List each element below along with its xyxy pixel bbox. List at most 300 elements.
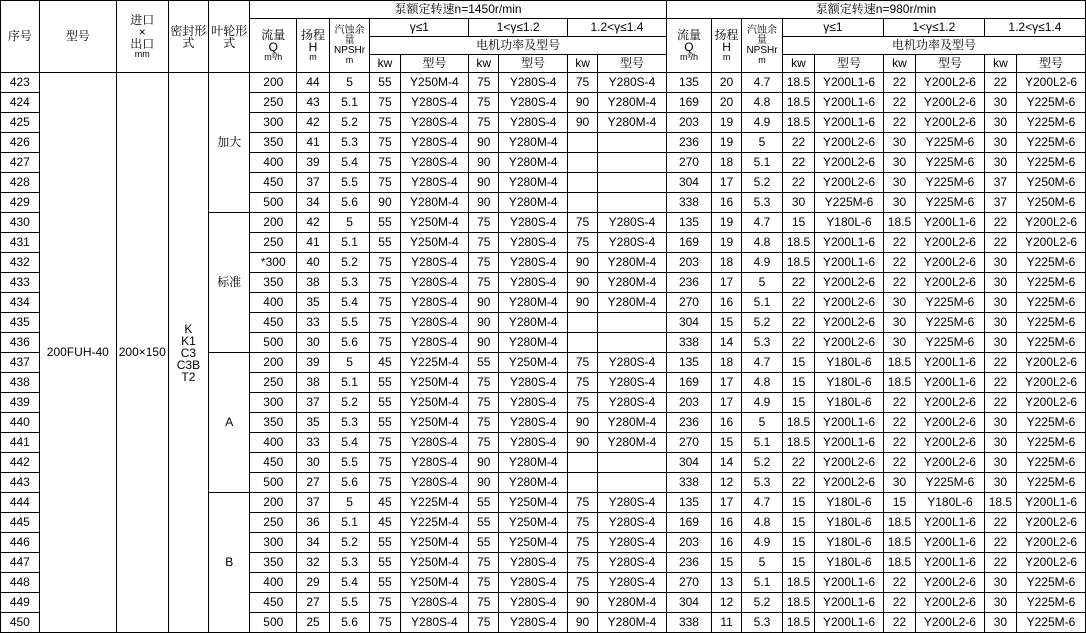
cell-flow-1450: 500 [250, 473, 297, 493]
cell-head-1450: 41 [297, 133, 329, 153]
cell-kw-1450-g3: 90 [568, 413, 598, 433]
cell-kw-1450-g3 [568, 133, 598, 153]
head-name-980: 扬程 [714, 28, 739, 42]
cell-head-1450: 36 [297, 513, 329, 533]
cell-model-980-g2: Y225M-6 [916, 193, 985, 213]
cell-model-1450-g1: Y250M-4 [400, 573, 469, 593]
cell-head-980: 18 [712, 253, 742, 273]
cell-seq: 434 [1, 293, 40, 313]
cell-model-1450-g3: Y280M-4 [598, 273, 667, 293]
cell-head-1450: 34 [297, 533, 329, 553]
cell-npsh-980: 4.7 [742, 73, 783, 93]
cell-model-1450-g2: Y280S-4 [499, 573, 568, 593]
cell-model-980-g1: Y200L2-6 [815, 173, 884, 193]
cell-seq: 430 [1, 213, 40, 233]
cell-npsh-980: 4.8 [742, 513, 783, 533]
cell-flow-1450: 250 [250, 93, 297, 113]
cell-seq: 425 [1, 113, 40, 133]
cell-model: 200FUH-40 [39, 73, 116, 633]
cell-model-1450-g3 [598, 193, 667, 213]
cell-impeller-group: 加大 [209, 73, 250, 213]
cell-flow-980: 236 [666, 133, 711, 153]
cell-kw-1450-g1: 55 [370, 233, 400, 253]
flow-sym: Q [268, 40, 278, 54]
cell-model-980-g3: Y225M-6 [1017, 453, 1086, 473]
cell-impeller-group: B [209, 493, 250, 633]
cell-npsh-980: 5.2 [742, 313, 783, 333]
cell-npsh-980: 4.9 [742, 113, 783, 133]
header-kw-980-g3: kw [984, 55, 1016, 73]
cell-flow-980: 236 [666, 553, 711, 573]
cell-model-980-g2: Y200L1-6 [916, 213, 985, 233]
cell-model-1450-g2: Y280M-4 [499, 193, 568, 213]
cell-kw-980-g2: 30 [883, 173, 915, 193]
cell-model-1450-g2: Y280S-4 [499, 433, 568, 453]
cell-head-980: 19 [712, 213, 742, 233]
cell-kw-1450-g2: 75 [469, 593, 499, 613]
header-seal-type [168, 1, 209, 73]
cell-kw-980-g1: 22 [782, 273, 814, 293]
cell-kw-980-g2: 22 [883, 573, 915, 593]
cell-flow-980: 304 [666, 593, 711, 613]
cell-kw-1450-g1: 75 [370, 93, 400, 113]
header-head-1450 [297, 19, 329, 73]
cell-head-1450: 27 [297, 593, 329, 613]
table-header [1, 1, 1086, 73]
cell-kw-980-g2: 18.5 [883, 513, 915, 533]
cell-head-980: 17 [712, 173, 742, 193]
cell-model-1450-g2: Y280M-4 [499, 133, 568, 153]
cell-kw-980-g1: 22 [782, 153, 814, 173]
cell-model-980-g1: Y200L2-6 [815, 273, 884, 293]
cell-kw-980-g2: 30 [883, 153, 915, 173]
cell-kw-1450-g3: 90 [568, 93, 598, 113]
cell-seq: 439 [1, 393, 40, 413]
cell-npsh-980: 4.8 [742, 93, 783, 113]
cell-model-980-g2: Y200L2-6 [916, 253, 985, 273]
cell-npsh-980: 5.3 [742, 473, 783, 493]
cell-kw-980-g1: 18.5 [782, 593, 814, 613]
cell-kw-980-g3: 37 [984, 173, 1016, 193]
cell-head-1450: 35 [297, 293, 329, 313]
cell-npsh-980: 5.1 [742, 293, 783, 313]
cell-model-980-g3: Y200L2-6 [1017, 373, 1086, 393]
cell-model-1450-g2: Y250M-4 [499, 493, 568, 513]
cell-npsh-1450: 5.3 [329, 553, 370, 573]
cell-npsh-1450: 5.3 [329, 133, 370, 153]
cell-kw-1450-g1: 75 [370, 113, 400, 133]
cell-kw-980-g2: 15 [883, 493, 915, 513]
flow-sym-980: Q [684, 40, 694, 54]
cell-kw-980-g1: 22 [782, 313, 814, 333]
cell-model-980-g3: Y225M-6 [1017, 333, 1086, 353]
cell-model-980-g1: Y200L2-6 [815, 293, 884, 313]
header-motor-1450: 电机功率及型号 [370, 37, 666, 55]
cell-kw-980-g2: 18.5 [883, 373, 915, 393]
cell-kw-980-g3: 22 [984, 73, 1016, 93]
cell-npsh-1450: 5 [329, 353, 370, 373]
cell-kw-980-g3: 22 [984, 373, 1016, 393]
cell-flow-980: 203 [666, 393, 711, 413]
cell-kw-1450-g3 [568, 333, 598, 353]
cell-model-1450-g2: Y280M-4 [499, 333, 568, 353]
cell-model-980-g1: Y180L-6 [815, 373, 884, 393]
cell-model-980-g2: Y200L2-6 [916, 613, 985, 633]
cell-kw-1450-g1: 55 [370, 533, 400, 553]
cell-model-980-g2: Y225M-6 [916, 293, 985, 313]
cell-kw-980-g1: 15 [782, 213, 814, 233]
cell-model-980-g3: Y200L2-6 [1017, 553, 1086, 573]
cell-head-980: 16 [712, 533, 742, 553]
header-gamma2-980: 1<γ≤1.2 [883, 19, 984, 37]
cell-npsh-1450: 5.3 [329, 413, 370, 433]
cell-kw-1450-g2: 75 [469, 93, 499, 113]
cell-model-1450-g2: Y280S-4 [499, 113, 568, 133]
cell-model-980-g2: Y200L2-6 [916, 73, 985, 93]
cell-model-1450-g1: Y225M-4 [400, 493, 469, 513]
inout-line1: 进口 [130, 13, 155, 27]
cell-kw-980-g1: 15 [782, 533, 814, 553]
cell-kw-980-g2: 22 [883, 273, 915, 293]
cell-kw-980-g1: 30 [782, 193, 814, 213]
cell-kw-980-g1: 18.5 [782, 433, 814, 453]
cell-head-1450: 42 [297, 113, 329, 133]
cell-head-1450: 38 [297, 373, 329, 393]
cell-kw-1450-g2: 55 [469, 353, 499, 373]
cell-flow-1450: 500 [250, 193, 297, 213]
cell-model-1450-g3: Y280S-4 [598, 353, 667, 373]
cell-npsh-1450: 5 [329, 73, 370, 93]
cell-model-1450-g3: Y280S-4 [598, 493, 667, 513]
cell-model-1450-g3: Y280S-4 [598, 233, 667, 253]
cell-kw-980-g2: 18.5 [883, 553, 915, 573]
cell-kw-980-g2: 22 [883, 453, 915, 473]
cell-kw-980-g3: 30 [984, 93, 1016, 113]
cell-seq: 428 [1, 173, 40, 193]
cell-model-980-g3: Y225M-6 [1017, 433, 1086, 453]
cell-kw-1450-g2: 55 [469, 533, 499, 553]
cell-model-1450-g3: Y280M-4 [598, 293, 667, 313]
cell-model-1450-g1: Y280S-4 [400, 273, 469, 293]
cell-model-1450-g1: Y250M-4 [400, 393, 469, 413]
cell-seq: 441 [1, 433, 40, 453]
cell-npsh-1450: 5.2 [329, 113, 370, 133]
cell-head-1450: 38 [297, 273, 329, 293]
cell-model-980-g3: Y225M-6 [1017, 573, 1086, 593]
cell-model-1450-g2: Y280M-4 [499, 293, 568, 313]
cell-kw-980-g1: 15 [782, 513, 814, 533]
cell-model-980-g2: Y200L2-6 [916, 453, 985, 473]
cell-npsh-1450: 5.4 [329, 293, 370, 313]
cell-seq: 423 [1, 73, 40, 93]
cell-model-1450-g3: Y280S-4 [598, 533, 667, 553]
cell-model-1450-g2: Y280S-4 [499, 233, 568, 253]
cell-kw-980-g1: 18.5 [782, 93, 814, 113]
cell-model-980-g3: Y250M-6 [1017, 193, 1086, 213]
cell-model-980-g1: Y200L1-6 [815, 73, 884, 93]
header-model-1450-g1: 型号 [400, 55, 469, 73]
cell-kw-1450-g1: 55 [370, 213, 400, 233]
cell-npsh-1450: 5.5 [329, 173, 370, 193]
cell-flow-1450: 450 [250, 593, 297, 613]
cell-model-980-g1: Y200L1-6 [815, 613, 884, 633]
cell-model-980-g3: Y200L2-6 [1017, 233, 1086, 253]
cell-model-1450-g2: Y280M-4 [499, 173, 568, 193]
cell-head-1450: 37 [297, 393, 329, 413]
cell-head-1450: 39 [297, 353, 329, 373]
cell-head-1450: 37 [297, 493, 329, 513]
cell-kw-1450-g2: 75 [469, 373, 499, 393]
cell-kw-1450-g2: 90 [469, 173, 499, 193]
cell-kw-1450-g2: 90 [469, 313, 499, 333]
cell-seq: 436 [1, 333, 40, 353]
cell-flow-980: 203 [666, 253, 711, 273]
cell-model-980-g3: Y225M-6 [1017, 313, 1086, 333]
cell-kw-980-g2: 22 [883, 593, 915, 613]
cell-kw-1450-g1: 75 [370, 273, 400, 293]
cell-model-1450-g1: Y250M-4 [400, 413, 469, 433]
cell-kw-1450-g2: 75 [469, 393, 499, 413]
cell-kw-1450-g3: 90 [568, 593, 598, 613]
cell-model-1450-g1: Y225M-4 [400, 353, 469, 373]
cell-model-980-g1: Y200L1-6 [815, 573, 884, 593]
cell-model-1450-g1: Y280S-4 [400, 173, 469, 193]
cell-model-1450-g1: Y280S-4 [400, 153, 469, 173]
cell-kw-980-g2: 22 [883, 433, 915, 453]
cell-model-1450-g2: Y280S-4 [499, 613, 568, 633]
cell-head-980: 16 [712, 513, 742, 533]
cell-kw-980-g3: 37 [984, 193, 1016, 213]
header-kw-980-g2: kw [883, 55, 915, 73]
cell-npsh-1450: 5.5 [329, 313, 370, 333]
cell-model-980-g2: Y225M-6 [916, 173, 985, 193]
cell-kw-1450-g1: 75 [370, 153, 400, 173]
flow-unit-980: m³/h [679, 52, 698, 62]
cell-npsh-980: 5 [742, 273, 783, 293]
npsh-name: 汽蚀余量 [334, 25, 365, 46]
cell-npsh-1450: 5.6 [329, 333, 370, 353]
cell-flow-1450: 250 [250, 233, 297, 253]
cell-kw-1450-g2: 75 [469, 113, 499, 133]
cell-head-980: 13 [712, 573, 742, 593]
cell-model-1450-g3: Y280M-4 [598, 613, 667, 633]
cell-kw-1450-g1: 75 [370, 453, 400, 473]
cell-kw-980-g3: 30 [984, 593, 1016, 613]
cell-npsh-1450: 5.2 [329, 393, 370, 413]
cell-kw-980-g2: 30 [883, 133, 915, 153]
cell-npsh-980: 5.3 [742, 613, 783, 633]
header-head-980 [712, 19, 742, 73]
cell-kw-1450-g2: 75 [469, 253, 499, 273]
cell-npsh-980: 4.9 [742, 253, 783, 273]
cell-kw-980-g1: 15 [782, 393, 814, 413]
cell-head-980: 18 [712, 353, 742, 373]
cell-kw-1450-g3: 75 [568, 513, 598, 533]
cell-kw-1450-g1: 75 [370, 173, 400, 193]
cell-model-1450-g2: Y280M-4 [499, 473, 568, 493]
cell-model-980-g2: Y225M-6 [916, 153, 985, 173]
cell-kw-980-g3: 30 [984, 113, 1016, 133]
cell-npsh-980: 4.7 [742, 493, 783, 513]
header-row-1 [1, 1, 1086, 19]
cell-model-1450-g1: Y250M-4 [400, 73, 469, 93]
cell-kw-1450-g3 [568, 473, 598, 493]
cell-flow-1450: 400 [250, 293, 297, 313]
cell-flow-980: 270 [666, 153, 711, 173]
cell-model-1450-g2: Y250M-4 [499, 353, 568, 373]
cell-flow-980: 304 [666, 173, 711, 193]
cell-kw-980-g3: 22 [984, 393, 1016, 413]
cell-flow-1450: 400 [250, 573, 297, 593]
cell-kw-1450-g1: 45 [370, 353, 400, 373]
cell-model-980-g1: Y200L1-6 [815, 93, 884, 113]
cell-head-980: 16 [712, 293, 742, 313]
cell-kw-980-g1: 18.5 [782, 113, 814, 133]
cell-kw-980-g1: 18.5 [782, 413, 814, 433]
cell-kw-1450-g3: 90 [568, 433, 598, 453]
cell-seq: 424 [1, 93, 40, 113]
cell-kw-1450-g3: 90 [568, 273, 598, 293]
cell-model-1450-g1: Y280S-4 [400, 613, 469, 633]
cell-model-980-g2: Y200L2-6 [916, 413, 985, 433]
cell-model-1450-g1: Y280S-4 [400, 293, 469, 313]
cell-kw-980-g2: 30 [883, 293, 915, 313]
cell-model-980-g2: Y200L2-6 [916, 273, 985, 293]
cell-head-980: 16 [712, 193, 742, 213]
cell-kw-980-g3: 30 [984, 453, 1016, 473]
header-kw-1450-g1: kw [370, 55, 400, 73]
cell-head-980: 18 [712, 153, 742, 173]
cell-model-980-g2: Y180L-6 [916, 493, 985, 513]
cell-npsh-1450: 5 [329, 213, 370, 233]
cell-kw-1450-g1: 55 [370, 73, 400, 93]
cell-kw-980-g3: 30 [984, 273, 1016, 293]
cell-npsh-1450: 5.4 [329, 153, 370, 173]
cell-flow-1450: 300 [250, 113, 297, 133]
cell-npsh-980: 5.2 [742, 453, 783, 473]
cell-model-1450-g1: Y250M-4 [400, 373, 469, 393]
cell-kw-1450-g1: 55 [370, 573, 400, 593]
cell-seq: 447 [1, 553, 40, 573]
cell-model-1450-g3: Y280S-4 [598, 393, 667, 413]
cell-model-1450-g3: Y280S-4 [598, 73, 667, 93]
cell-kw-980-g3: 22 [984, 353, 1016, 373]
cell-flow-1450: 500 [250, 333, 297, 353]
cell-head-980: 17 [712, 493, 742, 513]
cell-flow-1450: 350 [250, 133, 297, 153]
cell-flow-980: 338 [666, 473, 711, 493]
cell-model-980-g3: Y225M-6 [1017, 133, 1086, 153]
cell-npsh-1450: 5.6 [329, 473, 370, 493]
cell-head-980: 12 [712, 473, 742, 493]
cell-head-1450: 43 [297, 93, 329, 113]
cell-flow-980: 169 [666, 373, 711, 393]
npsh-sym: NPSHr [333, 45, 366, 56]
cell-kw-1450-g1: 75 [370, 293, 400, 313]
cell-kw-1450-g1: 55 [370, 373, 400, 393]
cell-kw-1450-g1: 55 [370, 393, 400, 413]
cell-npsh-980: 5 [742, 553, 783, 573]
cell-flow-1450: 200 [250, 73, 297, 93]
cell-model-980-g2: Y225M-6 [916, 133, 985, 153]
seal-code: T2 [181, 369, 196, 384]
cell-model-1450-g3: Y280M-4 [598, 593, 667, 613]
cell-head-1450: 30 [297, 453, 329, 473]
npsh-unit-980: m [758, 55, 766, 65]
header-seq: 序号 [1, 1, 40, 73]
cell-model-1450-g2: Y280S-4 [499, 213, 568, 233]
cell-kw-980-g3: 30 [984, 613, 1016, 633]
cell-kw-980-g1: 22 [782, 293, 814, 313]
cell-model-980-g2: Y200L1-6 [916, 513, 985, 533]
cell-npsh-1450: 5.5 [329, 593, 370, 613]
cell-kw-1450-g3: 75 [568, 393, 598, 413]
cell-model-1450-g3: Y280S-4 [598, 213, 667, 233]
cell-kw-980-g3: 18.5 [984, 493, 1016, 513]
cell-model-1450-g2: Y280M-4 [499, 153, 568, 173]
seal-code: C3 [180, 345, 197, 360]
header-gamma3-980: 1.2<γ≤1.4 [984, 19, 1085, 37]
npsh-name-980: 汽蚀余量 [747, 25, 777, 46]
cell-kw-1450-g3 [568, 173, 598, 193]
cell-npsh-1450: 5.2 [329, 253, 370, 273]
cell-flow-980: 236 [666, 273, 711, 293]
cell-flow-1450: 350 [250, 273, 297, 293]
cell-npsh-980: 5 [742, 413, 783, 433]
cell-model-980-g1: Y180L-6 [815, 493, 884, 513]
cell-kw-1450-g2: 75 [469, 213, 499, 233]
cell-flow-980: 203 [666, 113, 711, 133]
head-unit-980: m [722, 52, 731, 62]
cell-kw-980-g2: 22 [883, 393, 915, 413]
cell-npsh-980: 4.8 [742, 233, 783, 253]
cell-kw-980-g1: 18.5 [782, 73, 814, 93]
cell-model-1450-g3 [598, 153, 667, 173]
cell-npsh-1450: 5.1 [329, 513, 370, 533]
cell-kw-980-g3: 30 [984, 333, 1016, 353]
cell-kw-1450-g2: 90 [469, 453, 499, 473]
header-speed-980: 泵额定转速n=980r/min [666, 1, 1085, 19]
cell-model-980-g3: Y200L2-6 [1017, 533, 1086, 553]
cell-kw-1450-g2: 75 [469, 413, 499, 433]
cell-head-1450: 42 [297, 213, 329, 233]
cell-kw-980-g2: 18.5 [883, 533, 915, 553]
cell-seq: 444 [1, 493, 40, 513]
cell-model-980-g1: Y200L1-6 [815, 233, 884, 253]
header-model-1450-g2: 型号 [499, 55, 568, 73]
seal-label: 密封形式 [170, 23, 207, 50]
cell-model-1450-g3: Y280M-4 [598, 413, 667, 433]
cell-model-1450-g3: Y280S-4 [598, 373, 667, 393]
cell-kw-980-g2: 30 [883, 333, 915, 353]
cell-kw-1450-g3: 75 [568, 373, 598, 393]
cell-model-980-g1: Y200L2-6 [815, 333, 884, 353]
cell-head-980: 14 [712, 453, 742, 473]
header-model-980-g1: 型号 [815, 55, 884, 73]
cell-head-1450: 29 [297, 573, 329, 593]
cell-model-980-g3: Y200L2-6 [1017, 73, 1086, 93]
cell-model-980-g3: Y225M-6 [1017, 153, 1086, 173]
cell-flow-1450: 250 [250, 373, 297, 393]
cell-kw-1450-g2: 90 [469, 193, 499, 213]
cell-npsh-980: 5.2 [742, 173, 783, 193]
cell-model-1450-g3 [598, 333, 667, 353]
head-sym: H [308, 40, 318, 54]
cell-flow-1450: 450 [250, 313, 297, 333]
cell-kw-1450-g3 [568, 193, 598, 213]
cell-head-980: 20 [712, 73, 742, 93]
cell-model-1450-g1: Y250M-4 [400, 213, 469, 233]
